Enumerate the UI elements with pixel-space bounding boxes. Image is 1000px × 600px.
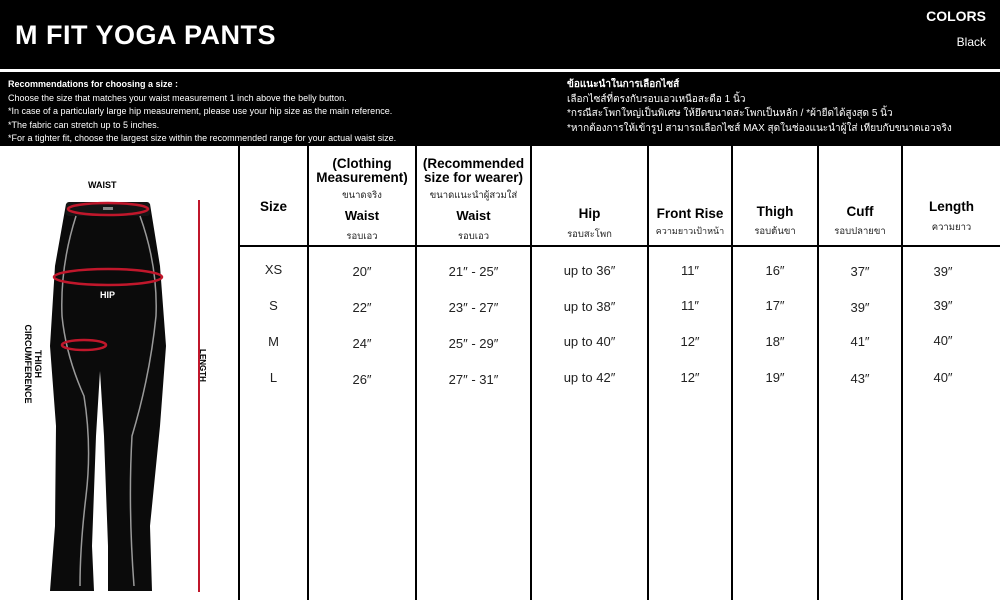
cell-recommended-waist: 21″ - 25″ [448,264,499,279]
cell-thigh: 16″ [765,263,785,278]
header-hip-sub: รอบสะโพก [567,229,612,240]
header-length [903,200,1000,235]
header-length-sub: ความยาว [931,222,972,233]
recommendation-en-line: *In case of a particularly large hip measurement, please use your hip size as the main reference. [8,106,393,116]
cell-length: 40″ [933,370,953,385]
header-rise-sub: ความยาวเป้าหน้า [655,226,725,236]
header-recommended-waist [417,157,530,244]
header-clothing-main: Waist [344,208,380,223]
header-rec-th: ขนาดแนะนำผู้สวมใส่ [429,190,518,201]
header-length-main: Length [929,199,974,214]
table-header-divider [238,245,1000,247]
header-thigh-sub: รอบต้นขา [754,226,796,237]
cell-size: M [268,334,279,349]
header-clothing-top: (Clothing Measurement) [316,156,408,185]
cell-length: 40″ [933,333,953,348]
cell-cuff: 43″ [850,371,870,386]
cell-length: 39″ [933,264,953,279]
header-size [240,200,307,214]
thigh-figure-label [23,319,43,409]
cell-hip: up to 42″ [563,370,616,385]
header-size-label: Size [259,199,287,214]
cell-cuff: 37″ [850,264,870,279]
recommendation-en-line: *For a tighter fit, choose the largest size within the recommended range for your actual waist size. [8,133,397,143]
length-figure-label: LENGTH [197,349,207,382]
header-front-rise [649,207,731,238]
cell-hip: up to 40″ [563,334,616,349]
recommendation-th-line: เลือกไซส์ที่ตรงกับรอบเอวเหนือสะดือ 1 นิ้ว [567,93,746,105]
cell-thigh: 19″ [765,370,785,385]
header-clothing-waist [309,157,415,244]
cell-cuff: 41″ [850,334,870,349]
waist-figure-label: WAIST [88,180,117,190]
recommendations-en [8,78,548,146]
cell-thigh: 18″ [765,334,785,349]
thigh-label-line: CIRCUMFERENCE [23,324,33,404]
page-title: M FIT YOGA PANTS [15,20,277,50]
cell-size: XS [264,262,283,277]
cell-cuff: 39″ [850,300,870,315]
header-cuff [819,205,901,239]
cell-thigh: 17″ [765,298,785,313]
cell-waist: 26″ [352,372,372,387]
header-thigh [733,205,817,239]
header-cuff-main: Cuff [846,204,874,219]
header-hip [532,207,647,242]
pants-figure-panel [0,146,238,600]
thigh-label-line: THIGH [33,350,43,378]
header-clothing-sub: รอบเอว [346,231,378,242]
cell-length: 39″ [933,298,953,313]
recommendations-th [567,78,997,136]
hip-figure-label: HIP [100,290,116,300]
recommendation-en-line: Choose the size that matches your waist measurement 1 inch above the belly button. [8,92,347,103]
header-cuff-sub: รอบปลายขา [834,226,886,237]
header-rise-main: Front Rise [656,206,724,221]
cell-size: S [269,298,278,313]
cell-waist: 22″ [352,300,372,315]
cell-front-rise: 12″ [680,334,700,349]
cell-waist: 24″ [352,336,372,351]
recommendations-th-heading: ข้อแนะนำในการเลือกไซส์ [567,79,680,90]
header-rec-top: (Recommended size for wearer) [422,156,525,185]
cell-waist: 20″ [352,264,372,279]
cell-recommended-waist: 25″ - 29″ [448,336,499,351]
header-clothing-th: ขนาดจริง [342,190,382,201]
recommendation-en-line: *The fabric can stretch up to 5 inches. [8,119,160,130]
cell-hip: up to 38″ [563,299,616,314]
recommendations-panel [0,72,1000,146]
recommendations-en-heading: Recommendations for choosing a size : [8,79,179,89]
header-hip-main: Hip [578,206,601,221]
colors-value: Black [956,35,986,49]
cell-recommended-waist: 27″ - 31″ [448,372,499,387]
header-rec-main: Waist [456,208,491,223]
pants-silhouette [50,204,166,591]
cell-front-rise: 11″ [680,298,700,313]
colors-label: COLORS [926,8,986,24]
cell-front-rise: 11″ [680,263,700,278]
recommendation-th-line: *กรณีสะโพกใหญ่เป็นพิเศษ ให้ยึดขนาดสะโพกเป็นหลัก / *ผ้ายืดได้สูงสุด 5 นิ้ว [567,108,893,119]
waistband-logo [103,207,113,210]
cell-recommended-waist: 23″ - 27″ [448,300,499,315]
recommendation-th-line: *หากต้องการให้เข้ารูป สามารถเลือกไซส์ MAX สุดในช่องแนะนำผู้ใส่ เทียบกับขนาดเอวจริง [567,122,952,134]
cell-size: L [269,370,278,385]
cell-front-rise: 12″ [680,370,700,385]
header-thigh-main: Thigh [756,204,794,219]
header-bar [0,0,1000,69]
header-rec-sub: รอบเอว [457,231,490,242]
cell-hip: up to 36″ [563,263,616,278]
